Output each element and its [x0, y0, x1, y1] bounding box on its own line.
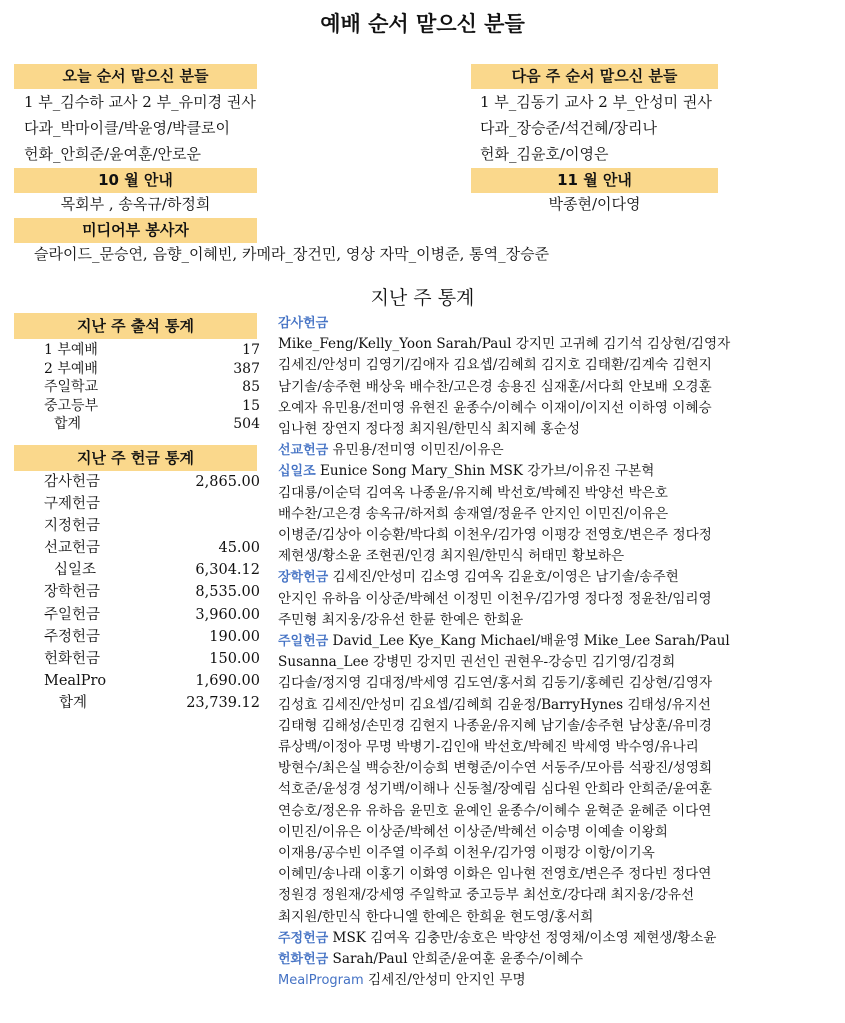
donor-line: 방현수/최은실 백승찬/이승희 변형준/이수연 서동주/모아름 석광진/성영희	[278, 760, 713, 777]
offering-value: 2,865.00	[195, 474, 260, 490]
category-fixed: 주정헌금	[278, 930, 329, 946]
attendance-row	[14, 360, 260, 379]
offering-label: 구제헌금	[44, 496, 101, 513]
offering-total-label: 합계	[59, 694, 88, 711]
november-text: 박종현/이다영	[548, 195, 641, 213]
offering-row	[14, 581, 260, 603]
october-text: 목회부 , 송옥규/하정희	[60, 195, 211, 213]
next-week-line-3: 헌화_김윤호/이영은	[480, 145, 609, 163]
donor-line: 정원경 정원재/강세영 주일학교 중고등부 최선호/강다래 최지웅/강유선	[278, 887, 695, 904]
today-line-3: 헌화_안희준/윤여훈/안로운	[24, 145, 201, 163]
offering-row	[14, 670, 260, 692]
donor-line: 김세진/안성미 김영기/김애자 김요셉/김혜희 김지호 김태환/김계숙 김현지	[278, 357, 712, 374]
donor-line: 이민진/이유은 이상준/박혜선 이상준/박혜선 이승명 이예솔 이왕희	[278, 823, 668, 840]
donor-line: 오예자 유민용/전미영 유현진 윤종수/이혜수 이재이/이지선 이하영 이혜승	[278, 399, 712, 416]
attendance-total-label: 합계	[54, 416, 82, 433]
donor-line	[278, 313, 838, 334]
offering-value: 45.00	[218, 540, 260, 557]
offering-value: 6,304.12	[195, 562, 260, 579]
attendance-label: 2 부예배	[44, 360, 98, 377]
category-tithe: 십일조	[278, 464, 316, 480]
offering-row	[14, 626, 260, 648]
category-flower: 헌화헌금	[278, 952, 329, 968]
category-gratitude: 감사헌금	[278, 316, 329, 331]
offering-table	[14, 471, 260, 714]
donor-line: 류상백/이정아 무명 박병기-김인애 박선호/박혜진 박세영 박수영/유나리	[278, 739, 699, 756]
category-scholarship: 장학헌금	[278, 570, 329, 586]
donor-line	[278, 970, 838, 991]
offering-row	[14, 559, 260, 581]
donor-line: 임나현 장연지 정다정 최지원/한민식 최지혜 홍순성	[278, 421, 580, 438]
offering-label: 선교헌금	[44, 540, 101, 557]
donor-line	[278, 631, 838, 652]
attendance-label: 1 부예배	[44, 342, 98, 358]
donor-line: Mike_Feng/Kelly_Yoon Sarah/Paul 강지민 고귀혜 김기석 김상현/김영자	[278, 336, 731, 353]
attendance-value: 17	[242, 342, 260, 358]
attendance-row	[14, 397, 260, 416]
donor-line: 최지원/한민식 한다니엘 한예은 한희윤 현도영/홍서희	[278, 908, 594, 925]
offering-value: 3,960.00	[195, 606, 260, 623]
donor-names: Sarah/Paul 안희준/윤여훈 윤종수/이혜수	[328, 951, 584, 968]
media-header: 미디어부 봉사자	[14, 218, 257, 243]
donor-names: 김세진/안성미 김소영 김여옥 김윤호/이영은 남기솔/송주현	[328, 569, 679, 586]
donor-line: 김다솔/정지영 김대정/박세영 김도연/홍서희 김동기/홍혜린 김상현/김영자	[278, 675, 713, 692]
offering-label: 주정헌금	[44, 628, 101, 645]
next-week-header: 다음 주 순서 맡으신 분들	[471, 64, 718, 89]
next-week-line-2: 다과_장승준/석건혜/장리나	[480, 119, 657, 137]
offering-label: 헌화헌금	[44, 650, 101, 667]
donor-line	[278, 928, 838, 949]
donor-names: MSK 김여옥 김충만/송호은 박양선 정영채/이소영 제현생/황소윤	[328, 929, 717, 946]
page-title: 예배 순서 맡으신 분들	[320, 12, 525, 36]
offering-header: 지난 주 헌금 통계	[14, 445, 257, 471]
donor-line	[278, 440, 838, 461]
donor-names: 유민용/전미영 이민진/이유은	[328, 442, 504, 459]
donor-line: 이병준/김상아 이승환/박다희 이천우/김가영 이평강 전영호/변은주 정다정	[278, 527, 712, 544]
attendance-value: 85	[242, 379, 260, 396]
offering-row	[14, 537, 260, 559]
attendance-label: 주일학교	[44, 379, 99, 396]
attendance-value: 387	[233, 360, 260, 377]
offering-value: 8,535.00	[195, 584, 260, 601]
donor-line: 이혜민/송나래 이홍기 이화영 이화은 임나현 전영호/변은주 정다빈 정다연	[278, 866, 712, 883]
donor-names: 김세진/안성미 안지인 무명	[363, 972, 526, 989]
attendance-label: 중고등부	[44, 397, 99, 414]
donor-line: 남기솔/송주현 배상욱 배수찬/고은경 송용진 심재훈/서다희 안보배 오경훈	[278, 378, 712, 395]
today-line-1: 1 부_김수하 교사 2 부_유미경 권사	[24, 93, 256, 111]
donor-line: 김대룡/이순덕 김여옥 나종윤/유지혜 박선호/박혜진 박양선 박은호	[278, 484, 668, 501]
donor-line	[278, 567, 838, 588]
offering-row	[14, 648, 260, 670]
attendance-row	[14, 341, 260, 360]
donor-line: 김성효 김세진/안성미 김요셉/김혜희 김윤정/BarryHynes 김태성/유지선	[278, 696, 711, 713]
attendance-total-value: 504	[233, 416, 260, 433]
attendance-row	[14, 378, 260, 397]
offering-row	[14, 515, 260, 537]
donor-names: Eunice Song Mary_Shin MSK 강가브/이유진 구본혁	[315, 463, 655, 480]
category-mission: 선교헌금	[278, 443, 329, 459]
offering-total-row	[14, 692, 260, 714]
donor-line: 이재용/공수빈 이주열 이주희 이천우/김가영 이평강 이항/이기옥	[278, 845, 655, 862]
attendance-header: 지난 주 출석 통계	[14, 313, 257, 339]
offering-total-value: 23,739.12	[186, 694, 260, 711]
offering-label: 장학헌금	[44, 584, 101, 601]
donor-line: 제현생/황소윤 조현권/인경 최지원/한민식 허태민 황보하은	[278, 548, 625, 565]
offering-row	[14, 493, 260, 515]
attendance-value: 15	[242, 397, 260, 414]
offering-value: 190.00	[209, 628, 260, 645]
offering-value: 150.00	[209, 650, 260, 667]
donor-line: 연승호/정온유 유하음 윤민호 윤예인 윤종수/이혜수 윤혁준 윤혜준 이다연	[278, 802, 712, 819]
today-header: 오늘 순서 맡으신 분들	[14, 64, 257, 89]
offering-label: MealPro	[44, 672, 107, 689]
november-header: 11 월 안내	[471, 168, 718, 193]
donor-line: 석호준/윤성경 성기백/이해나 신동철/장예림 심다원 안희라 안희준/윤여훈	[278, 781, 712, 798]
offering-label: 십일조	[54, 562, 97, 579]
offering-value: 1,690.00	[195, 672, 260, 689]
offering-row	[14, 471, 260, 493]
donor-list	[278, 313, 838, 992]
donor-line	[278, 461, 838, 482]
offering-label: 지정헌금	[44, 518, 101, 535]
today-line-2: 다과_박마이클/박윤영/박클로이	[24, 119, 230, 137]
donor-line: 주민형 최지웅/강유선 한륜 한예은 한희윤	[278, 611, 524, 628]
donor-line	[278, 949, 838, 970]
offering-row	[14, 604, 260, 626]
attendance-total-row	[14, 415, 260, 434]
next-week-line-1: 1 부_김동기 교사 2 부_안성미 권사	[480, 93, 712, 111]
donor-line: 김태형 김해성/손민경 김현지 나종윤/유지혜 남기솔/송주현 남상훈/유미경	[278, 717, 712, 734]
donor-line: 배수찬/고은경 송옥규/하저희 송재열/정윤주 안지인 이민진/이유은	[278, 505, 669, 522]
category-meal-program: MealProgram	[278, 973, 364, 989]
october-header: 10 월 안내	[14, 168, 257, 193]
donor-names: David_Lee Kye_Kang Michael/배윤영 Mike_Lee Sarah/Paul	[328, 633, 730, 650]
media-text: 슬라이드_문승연, 음향_이혜빈, 카메라_장건민, 영상 자막_이병준, 통역_장승준	[34, 245, 550, 263]
stats-title: 지난 주 통계	[370, 287, 475, 309]
attendance-table	[14, 341, 260, 434]
offering-label: 주일헌금	[44, 606, 101, 623]
offering-label: 감사헌금	[44, 474, 101, 490]
category-sunday: 주일헌금	[278, 634, 329, 650]
donor-line: 안지인 유하음 이상준/박혜선 이정민 이천우/김가영 정다정 정윤찬/임리영	[278, 590, 712, 607]
donor-line: Susanna_Lee 강병민 강지민 권선인 권현우-강승민 김기영/김경희	[278, 654, 676, 671]
